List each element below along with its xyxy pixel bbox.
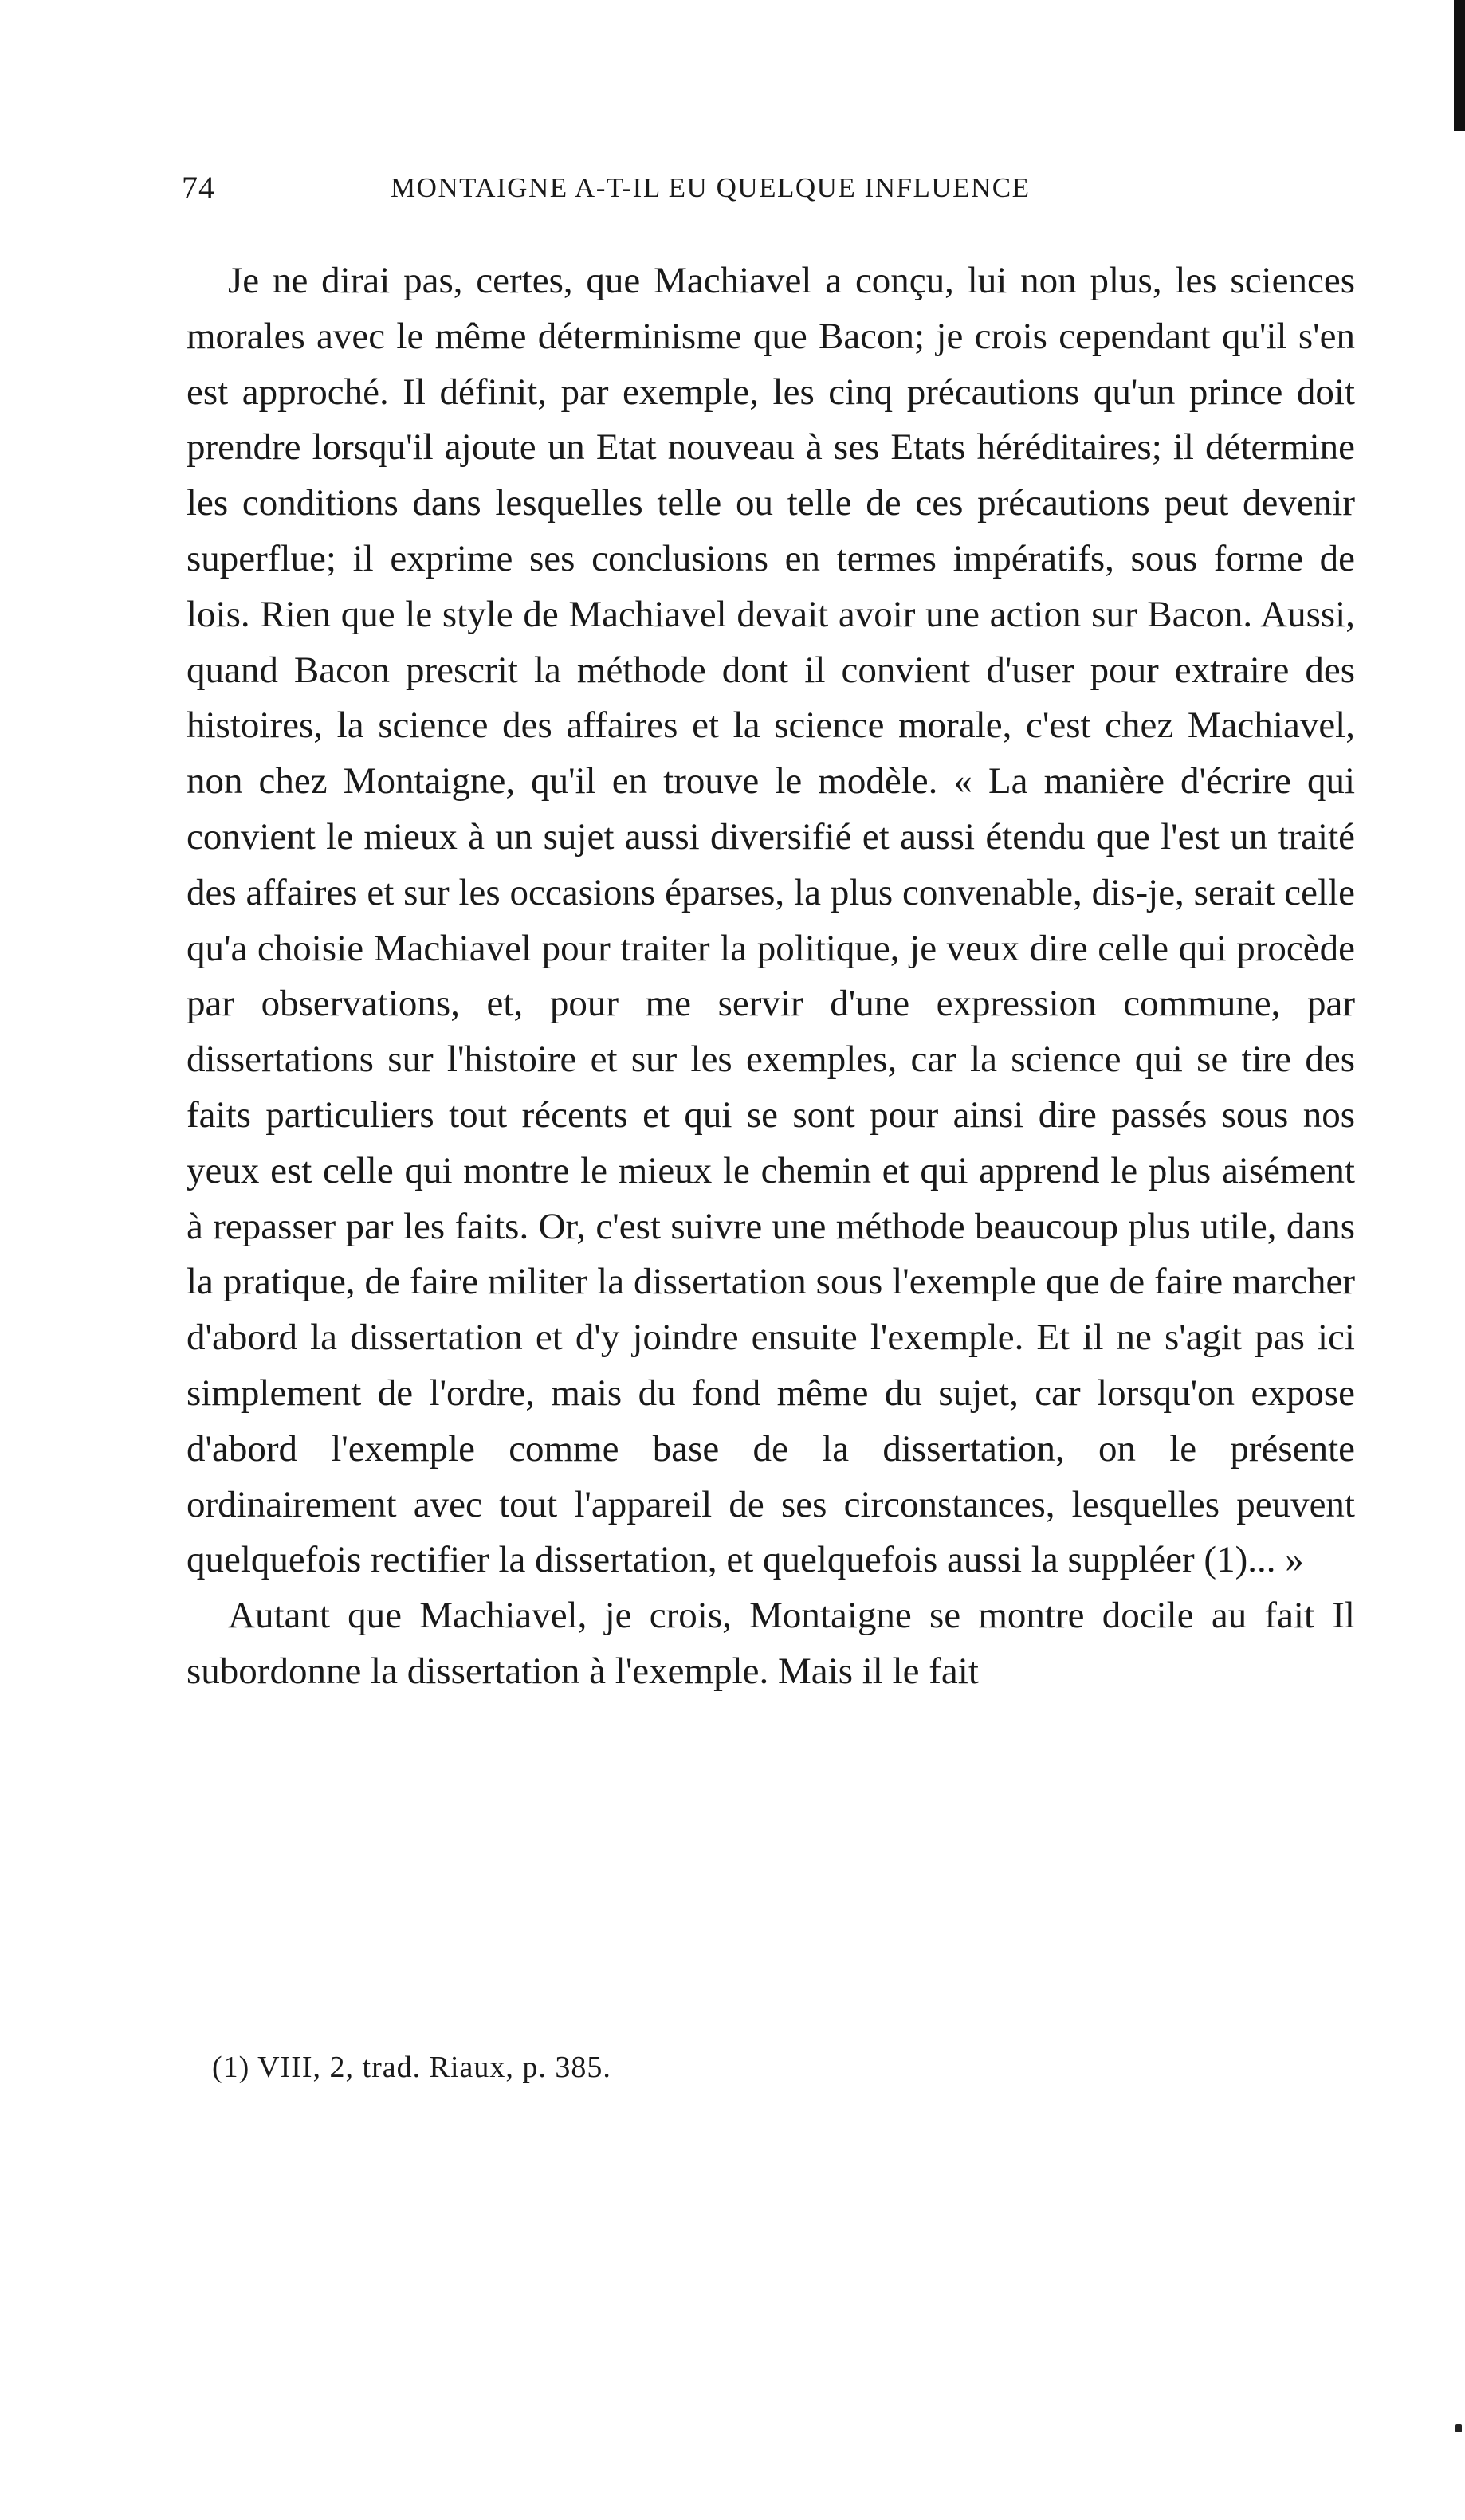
running-title: MONTAIGNE A-T-IL EU QUELQUE INFLUENCE: [391, 172, 1031, 203]
paragraph: Autant que Machiavel, je crois, Montaigne se montre docile au fait Il subordonne la dissertation à l'exemple. Mais il le fait: [187, 1595, 1355, 1692]
page-number: 74: [182, 170, 215, 206]
running-head: [182, 169, 1353, 214]
paragraph: Je ne dirai pas, certes, que Machiavel a conçu, lui non plus, les sciences morales avec le même déterminisme que Bacon; je crois cependant qu'il s'en est approché. Il définit, par exemple, les cinq précautions qu'un prince doit prendre lorsqu'il ajoute un Etat nouveau à ses Etats héréditaires; il détermine les conditions dans lesquelles telle ou telle de ces précautions peut devenir superflue; il exprime ses conclusions en termes impératifs, sous forme de lois. Rien que le style de Machiavel devait avoir une action sur Bacon. Aussi, quand Bacon prescrit la méthode dont il convient d'user pour extraire des histoires, la science des affaires et la science morale, c'est chez Machiavel, non chez Montaigne, qu'il en trouve le modèle. « La manière d'écrire qui convient le mieux à un sujet aussi diversifié et aussi étendu que l'est un traité des affaires et sur les occasions éparses, la plus convenable, dis-je, serait celle qu'a choisie Machiavel pour traiter la politique, je veux dire celle qui procède par observations, et, pour me servir d'une expression commune, par dissertations sur l'histoire et sur les exemples, car la science qui se tire des faits particuliers tout récents et qui se sont pour ainsi dire passés sous nos yeux est celle qui montre le mieux le chemin et qui apprend le plus aisément à repasser par les faits. Or, c'est suivre une méthode beaucoup plus utile, dans la pratique, de faire militer la dissertation sous l'exemple que de faire marcher d'abord la dissertation et d'y joindre ensuite l'exemple. Et il ne s'agit pas ici simplement de l'ordre, mais du fond même du sujet, car lorsqu'on expose d'abord l'exemple comme base de la dissertation, on le présente ordinairement avec tout l'appareil de ses circonstances, lesquelles peuvent quelquefois rectifier la dissertation, et quelquefois aussi la suppléer (1)... »: [187, 260, 1355, 1581]
scan-edge-mark: [1454, 0, 1465, 131]
body-text: [187, 253, 1355, 1700]
footnote: (1) VIII, 2, trad. Riaux, p. 385.: [212, 2051, 611, 2084]
scan-corner-dot: [1455, 2424, 1462, 2432]
